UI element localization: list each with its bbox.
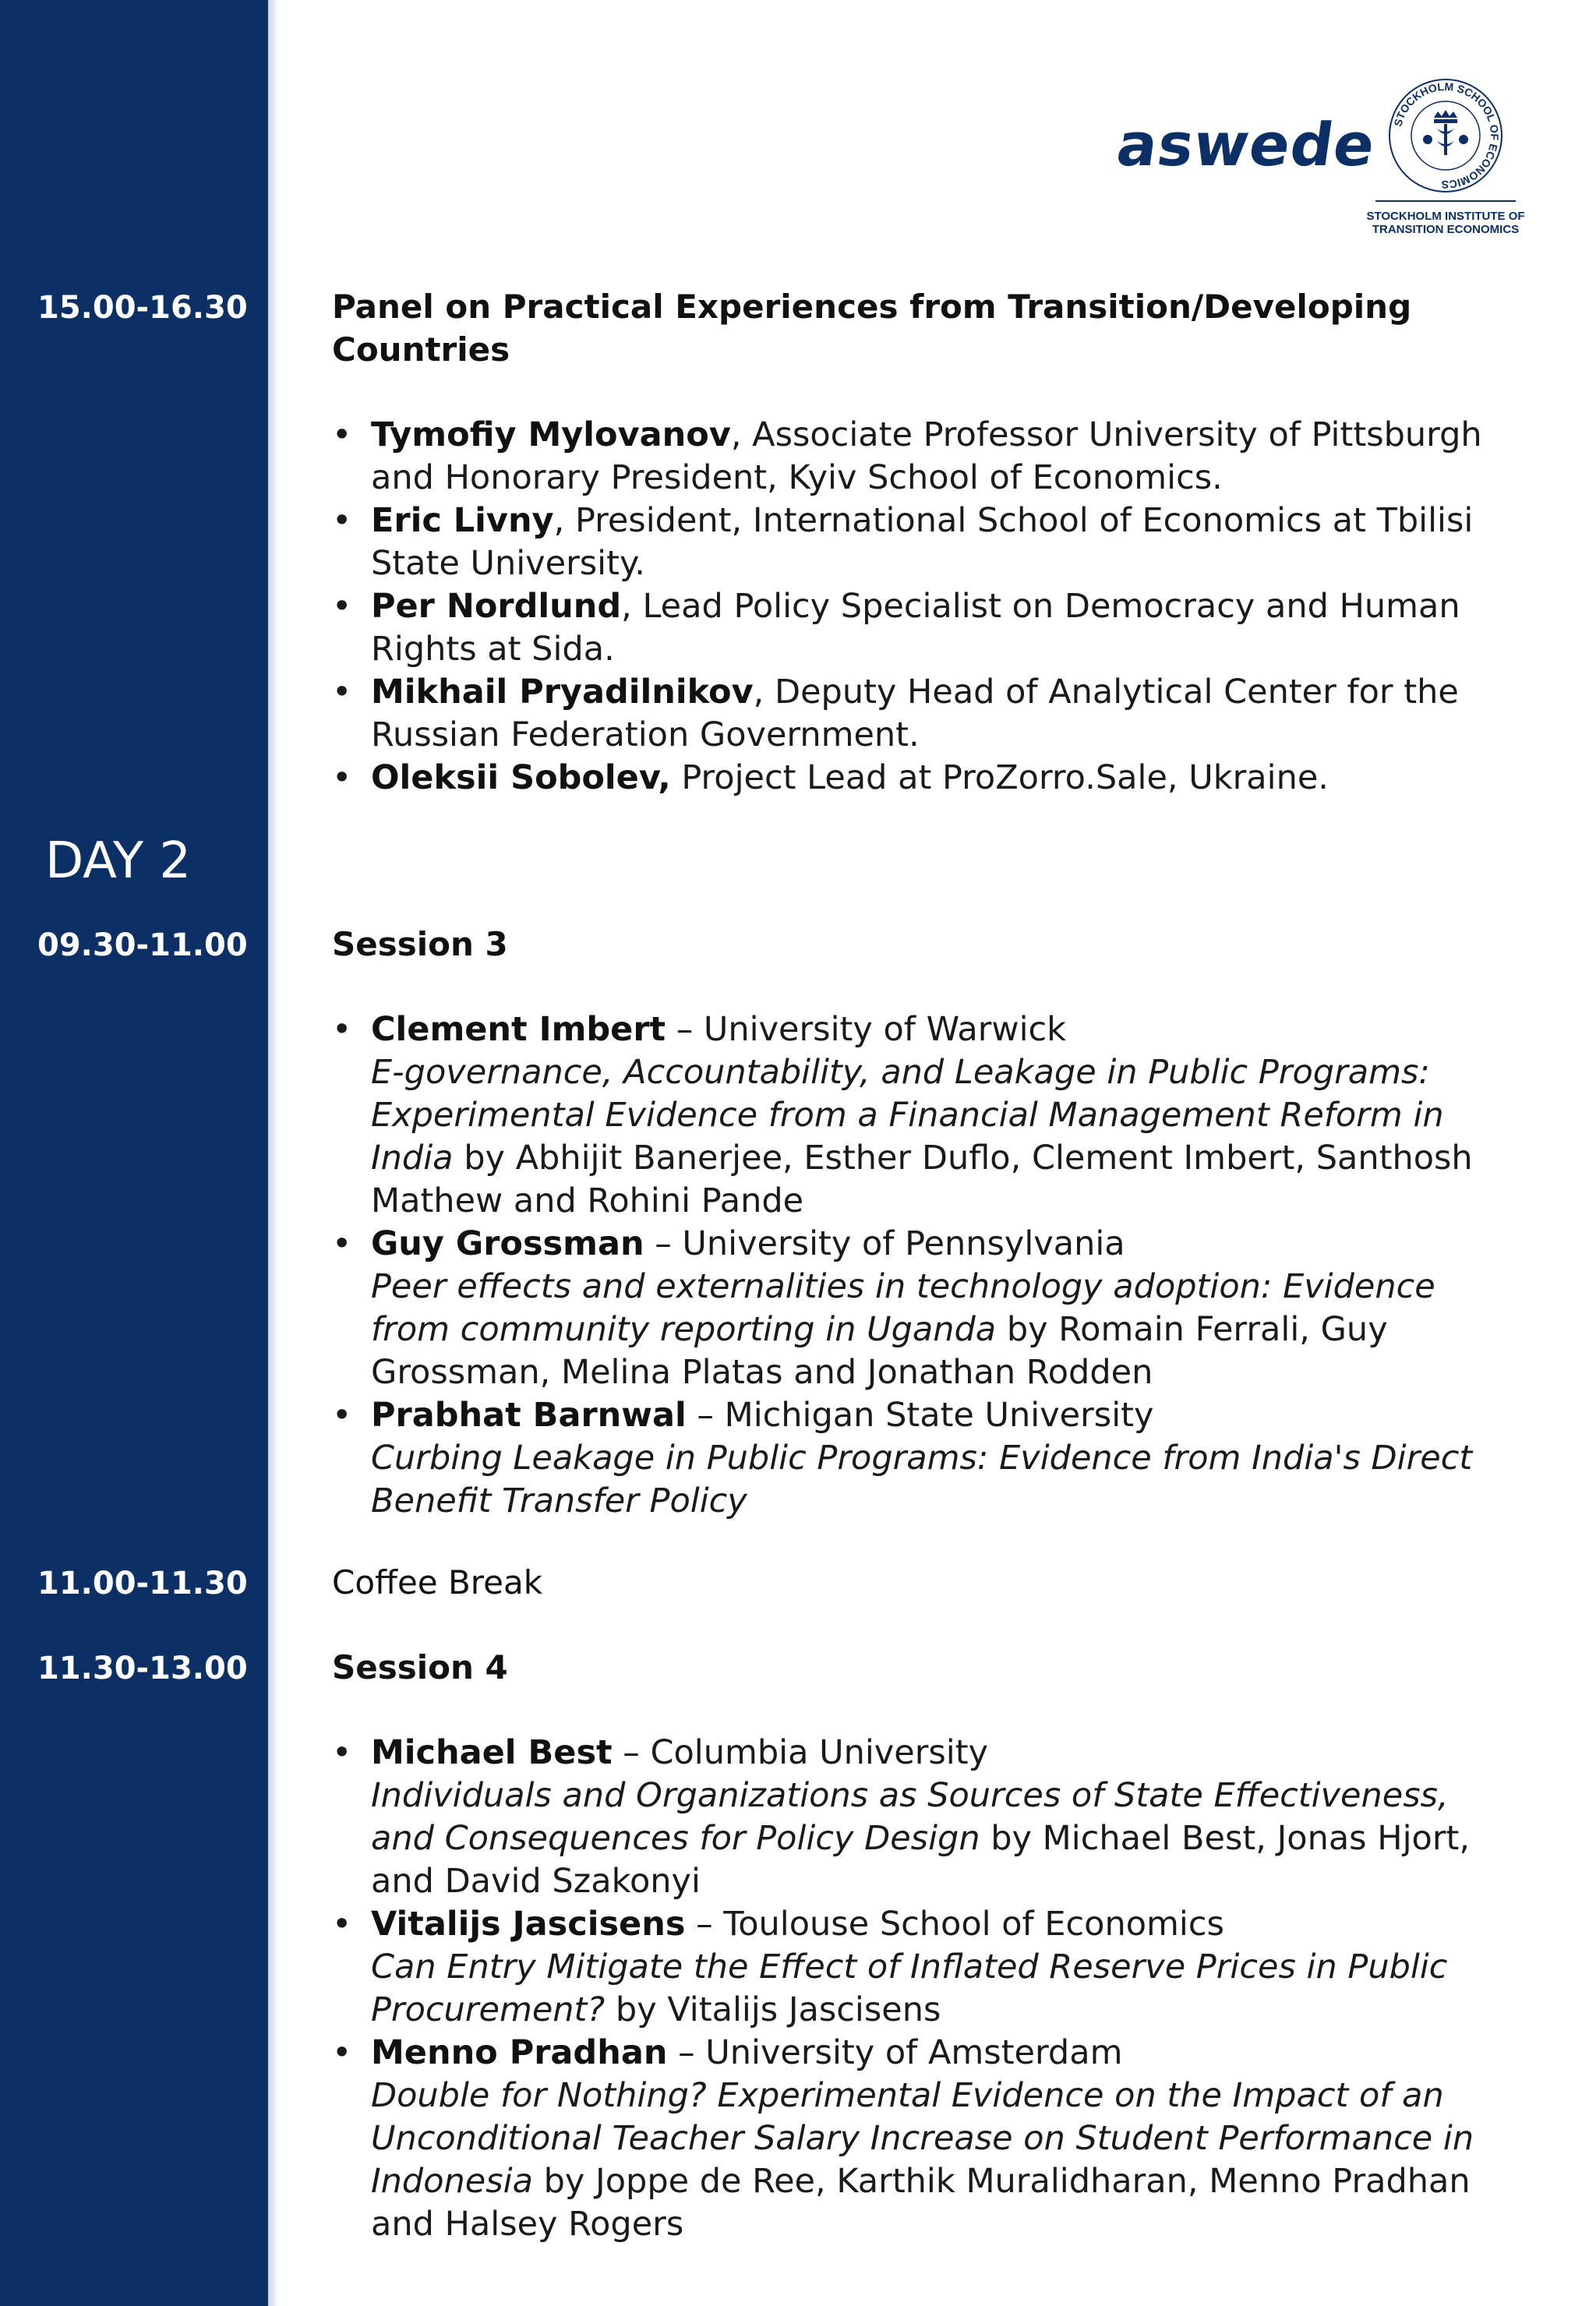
list-item: • Clement Imbert – University of Warwick E-governance, Accountability, and Leakage in Public Programs: Experimental Evidence from a Financial Management Reform in India by Abhijit Banerjee, Esther Duflo, Clement Imbert, Santhosh Mathew and Rohini Pande bbox=[332, 1010, 1473, 1220]
sse-caption bbox=[1340, 210, 1551, 236]
sse-crest-icon bbox=[1423, 110, 1468, 155]
separator: – bbox=[644, 1224, 683, 1263]
paper-title: E-governance, Accountability, and Leakage in Public Programs: Experimental Evidence from a Financial Management Reform in India bbox=[371, 1053, 1444, 1178]
separator bbox=[671, 758, 682, 797]
paper-title: Individuals and Organizations as Sources of State Effectiveness, and Consequences for Policy Design bbox=[371, 1776, 1449, 1858]
separator: – bbox=[686, 1396, 725, 1435]
speaker-affiliation: Toulouse School of Economics bbox=[723, 1905, 1224, 1944]
separator: , bbox=[730, 415, 753, 454]
speaker-affiliation: Michigan State University bbox=[724, 1396, 1154, 1435]
panel-heading bbox=[332, 285, 1485, 371]
speaker-affiliation: Project Lead at ProZorro.Sale, Ukraine. bbox=[681, 758, 1329, 797]
separator: – bbox=[666, 1010, 704, 1049]
coffee-break-label: Coffee Break bbox=[332, 1563, 543, 1601]
speaker-name: Mikhail Pryadilnikov bbox=[371, 673, 754, 712]
paper-title: Can Entry Mitigate the Effect of Inflated Reserve Prices in Public Procurement? bbox=[371, 1948, 1448, 2029]
list-item: • Oleksii Sobolev, Project Lead at ProZorro.Sale, Ukraine. bbox=[332, 758, 1329, 797]
separator: , bbox=[553, 501, 575, 540]
speaker-name: Oleksii Sobolev, bbox=[371, 758, 671, 797]
speaker-affiliation: Columbia University bbox=[650, 1733, 989, 1772]
session-4-block bbox=[332, 1646, 1485, 2246]
speaker-affiliation: University of Amsterdam bbox=[705, 2033, 1123, 2072]
list-item: • Michael Best – Columbia University Individuals and Organizations as Sources of State Effectiveness, and Consequences for Policy Design by Michael Best, Jonas Hjort, and David Szakonyi bbox=[332, 1733, 1471, 1901]
session-3-block bbox=[332, 923, 1485, 1523]
sse-divider bbox=[1375, 200, 1516, 202]
speaker-name: Per Nordlund bbox=[371, 587, 622, 626]
sse-seal-ring-text: STOCKHOLM SCHOOL OF ECONOMICS bbox=[1391, 79, 1502, 192]
speaker-affiliation: President, International School of Economics at Tbilisi State University. bbox=[371, 501, 1474, 583]
speaker-name: Guy Grossman bbox=[371, 1224, 644, 1263]
separator: – bbox=[612, 1733, 651, 1772]
aswede-logo: aswede bbox=[1112, 110, 1380, 179]
panel-heading-line2: Countries bbox=[332, 330, 510, 369]
paper-authors: by Abhijit Banerjee, Esther Duflo, Clement Imbert, Santhosh Mathew and Rohini Pande bbox=[371, 1139, 1473, 1220]
paper-title: Double for Nothing? Experimental Evidence on the Impact of an Unconditional Teacher Salary Increase on Student Performance in Indonesia bbox=[371, 2076, 1474, 2201]
day-label: DAY 2 bbox=[45, 832, 192, 890]
list-item: • Eric Livny, President, International School of Economics at Tbilisi State University. bbox=[332, 501, 1474, 583]
speaker-affiliation: University of Warwick bbox=[703, 1010, 1067, 1049]
list-item: • Prabhat Barnwal – Michigan State University Curbing Leakage in Public Programs: Evidence from India's Direct Benefit Transfer Policy bbox=[332, 1396, 1473, 1520]
list-item: • Per Nordlund, Lead Policy Specialist on Democracy and Human Rights at Sida. bbox=[332, 587, 1460, 669]
session-heading: Session 4 bbox=[332, 1648, 508, 1686]
paper-authors: by Michael Best, Jonas Hjort, and David Szakonyi bbox=[371, 1819, 1471, 1901]
coffee-break-block bbox=[332, 1561, 1485, 1604]
separator: – bbox=[685, 1905, 724, 1944]
session-heading: Session 3 bbox=[332, 925, 508, 963]
header-logos bbox=[1107, 74, 1527, 245]
speaker-name: Eric Livny bbox=[371, 501, 554, 540]
speaker-name: Vitalijs Jascisens bbox=[371, 1905, 686, 1944]
sidebar-edge-shadow bbox=[268, 0, 279, 2306]
time-slot: 11.00-11.30 bbox=[37, 1566, 248, 1601]
speaker-name: Michael Best bbox=[371, 1733, 613, 1772]
paper-authors: by Vitalijs Jascisens bbox=[605, 1990, 941, 2029]
paper-authors: by Romain Ferrali, Guy Grossman, Melina Platas and Jonathan Rodden bbox=[371, 1310, 1388, 1392]
paper-authors: by Joppe de Ree, Karthik Muralidharan, Menno Pradhan and Halsey Rogers bbox=[371, 2162, 1471, 2244]
sse-seal-logo bbox=[1387, 77, 1504, 194]
time-slot: 09.30-11.00 bbox=[37, 927, 248, 963]
speaker-affiliation: Lead Policy Specialist on Democracy and Human Rights at Sida. bbox=[371, 587, 1460, 669]
time-slot: 15.00-16.30 bbox=[37, 290, 248, 326]
speaker-name: Prabhat Barnwal bbox=[371, 1396, 687, 1435]
speaker-name: Menno Pradhan bbox=[371, 2033, 668, 2072]
sse-caption-line1: STOCKHOLM INSTITUTE OF bbox=[1366, 210, 1525, 223]
separator: , bbox=[753, 673, 775, 712]
sse-caption-line2: TRANSITION ECONOMICS bbox=[1372, 223, 1520, 236]
paper-title: Curbing Leakage in Public Programs: Evidence from India's Direct Benefit Transfer Policy bbox=[371, 1439, 1473, 1520]
separator: , bbox=[621, 587, 643, 626]
list-item: • Vitalijs Jascisens – Toulouse School of Economics Can Entry Mitigate the Effect of Inflated Reserve Prices in Public Procurement? by Vitalijs Jascisens bbox=[332, 1905, 1448, 2029]
session-3-list bbox=[332, 1008, 1485, 1523]
list-item: • Tymofiy Mylovanov, Associate Professor University of Pittsburgh and Honorary President, Kyiv School of Economics. bbox=[332, 415, 1482, 497]
paper-title: Peer effects and externalities in technology adoption: Evidence from community reporting in Uganda bbox=[371, 1267, 1435, 1349]
time-slot: 11.30-13.00 bbox=[37, 1651, 248, 1686]
speaker-affiliation: Deputy Head of Analytical Center for the Russian Federation Government. bbox=[371, 673, 1459, 754]
list-item: • Guy Grossman – University of Pennsylvania Peer effects and externalities in technology adoption: Evidence from community reporting in Uganda by Romain Ferrali, Guy Grossman, Melina Platas and Jonathan Rodden bbox=[332, 1224, 1435, 1392]
left-sidebar-band bbox=[0, 0, 268, 2306]
list-item: • Mikhail Pryadilnikov, Deputy Head of Analytical Center for the Russian Federation Government. bbox=[332, 673, 1459, 754]
session-4-list bbox=[332, 1732, 1485, 2246]
list-item: • Menno Pradhan – University of Amsterdam Double for Nothing? Experimental Evidence on the Impact of an Unconditional Teacher Salary Increase on Student Performance in Indonesia by Joppe de Ree, Karthik Muralidharan, Menno Pradhan and Halsey Rogers bbox=[332, 2033, 1474, 2244]
speaker-name: Tymofiy Mylovanov bbox=[371, 415, 731, 454]
panel-heading-line1: Panel on Practical Experiences from Transition/Developing bbox=[332, 288, 1412, 326]
panel-block bbox=[332, 285, 1485, 800]
panel-speaker-list bbox=[332, 414, 1485, 800]
separator: – bbox=[667, 2033, 706, 2072]
speaker-affiliation: University of Pennsylvania bbox=[682, 1224, 1125, 1263]
speaker-name: Clement Imbert bbox=[371, 1010, 666, 1049]
speaker-affiliation: Associate Professor University of Pittsburgh and Honorary President, Kyiv School of Economics. bbox=[371, 415, 1482, 497]
